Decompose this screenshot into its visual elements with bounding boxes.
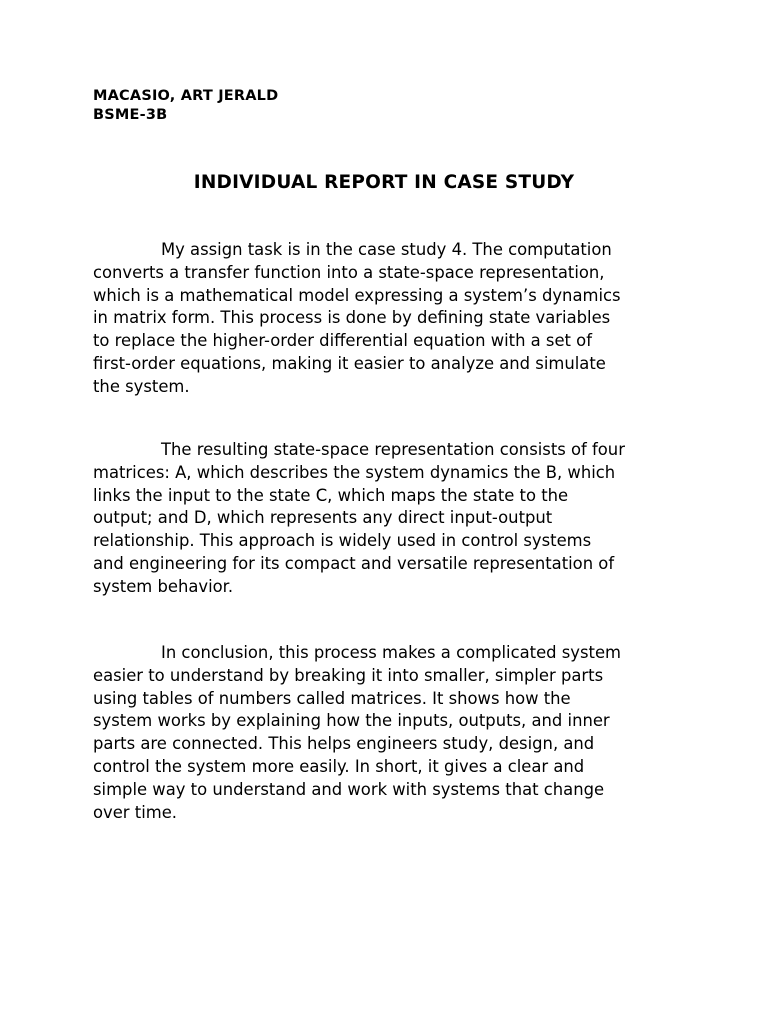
paragraph-line: converts a transfer function into a state-space representation, [93, 262, 605, 282]
paragraph-line: the system. [93, 376, 190, 396]
author-header [93, 87, 278, 125]
paragraph-line: system works by explaining how the inputs, outputs, and inner [93, 711, 610, 731]
paragraph-line: The resulting state-space representation consists of four [161, 440, 625, 459]
paragraph-line: over time. [93, 802, 178, 822]
paragraph-line: to replace the higher-order differential equation with a set of [93, 331, 592, 351]
paragraph-line: simple way to understand and work with systems that change [93, 779, 605, 799]
paragraph-1 [93, 239, 683, 399]
report-title: INDIVIDUAL REPORT IN CASE STUDY [193, 172, 575, 193]
paragraph-line: parts are connected. This helps engineers study, design, and [93, 734, 595, 754]
paragraph-line: In conclusion, this process makes a complicated system [161, 643, 622, 662]
paragraph-line: My assign task is in the case study 4. The computation [161, 240, 612, 259]
paragraph-2 [93, 439, 683, 599]
paragraph-line: and engineering for its compact and versatile representation of [93, 553, 615, 573]
paragraph-line: output; and D, which represents any direct input-output [93, 508, 553, 528]
paragraph-line: easier to understand by breaking it into smaller, simpler parts [93, 665, 604, 685]
paragraph-line: links the input to the state C, which maps the state to the [93, 485, 569, 505]
paragraph-line: matrices: A, which describes the system dynamics the B, which [93, 462, 616, 482]
paragraph-line: system behavior. [93, 576, 234, 596]
author-name: MACASIO, ART JERALD [93, 88, 279, 104]
author-section: BSME-3B [93, 107, 168, 123]
paragraph-line: using tables of numbers called matrices. It shows how the [93, 688, 571, 708]
paragraph-line: first-order equations, making it easier to analyze and simulate [93, 353, 606, 373]
paragraph-line: in matrix form. This process is done by defining state variables [93, 308, 611, 328]
paragraph-line: control the system more easily. In short, it gives a clear and [93, 756, 585, 776]
paragraph-line: relationship. This approach is widely used in control systems [93, 531, 592, 551]
paragraph-3 [93, 642, 683, 824]
paragraph-line: which is a mathematical model expressing a system’s dynamics [93, 285, 621, 305]
